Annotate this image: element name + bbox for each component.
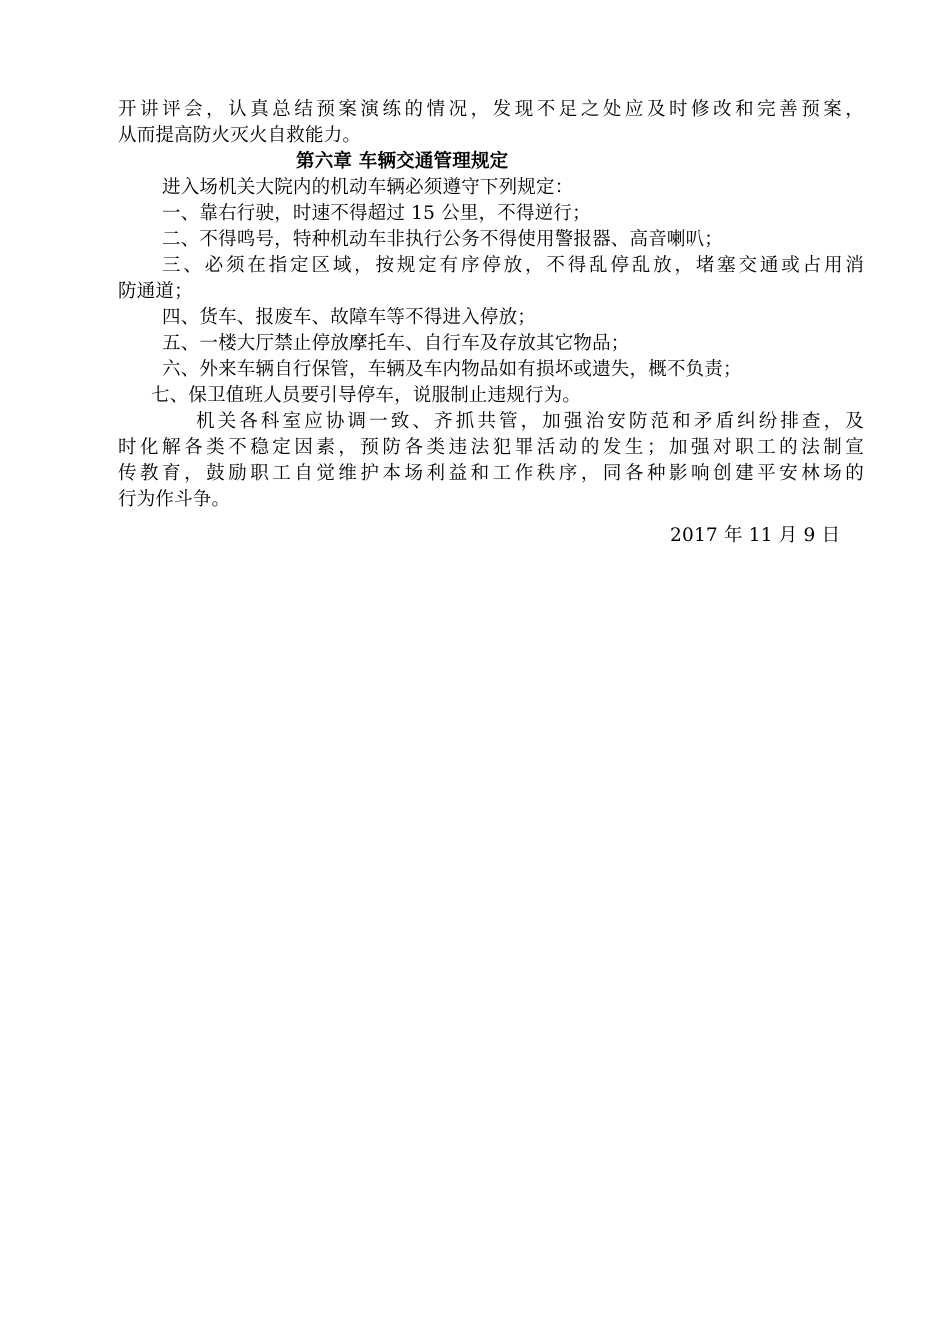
list-item: 七、保卫值班人员要引导停车，说服制止违规行为。 [151,385,582,406]
paragraph-line: 传教育，鼓励职工自觉维护本场利益和工作秩序，同各种影响创建平安林场的 [118,463,864,484]
paragraph-line: 从而提高防火灭火自救能力。 [118,125,362,146]
paragraph-line: 行为作斗争。 [118,489,231,510]
list-item: 三、必须在指定区域，按规定有序停放，不得乱停乱放，堵塞交通或占用消 [162,255,864,276]
paragraph-line: 进入场机关大院内的机动车辆必须遵守下列规定： [162,177,574,198]
document-date: 2017 年 11 月 9 日 [670,525,841,546]
paragraph-line: 时化解各类不稳定因素，预防各类违法犯罪活动的发生；加强对职工的法制宣 [118,437,864,458]
list-item-continuation: 防通道； [118,281,193,302]
list-item: 一、靠右行驶，时速不得超过 15 公里，不得逆行； [162,203,591,224]
list-item: 二、不得鸣号，特种机动车非执行公务不得使用警报器、高音喇叭； [162,229,724,250]
list-item: 五、一楼大厅禁止停放摩托车、自行车及存放其它物品； [162,333,630,354]
list-item: 四、货车、报废车、故障车等不得进入停放； [162,307,537,328]
paragraph-line: 机关各科室应协调一致、齐抓共管，加强治安防范和矛盾纠纷排查，及 [196,411,864,432]
chapter-title: 第六章 车辆交通管理规定 [296,151,509,172]
paragraph-line: 开讲评会，认真总结预案演练的情况，发现不足之处应及时修改和完善预案， [118,99,864,120]
list-item: 六、外来车辆自行保管，车辆及车内物品如有损坏或遗失，概不负责； [162,359,742,380]
